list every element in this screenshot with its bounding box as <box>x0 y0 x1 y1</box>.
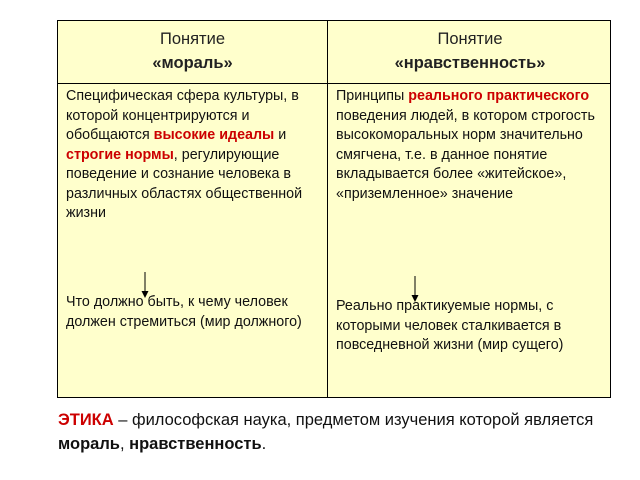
header-morality-line1: Понятие <box>159 30 226 48</box>
footer-period: . <box>261 435 267 453</box>
header-ethics-term: «нравственность» <box>394 54 546 72</box>
ethics-summary: Реально практикуемые нормы, с которыми человек сталкивается в повседневной жизни (мир сущего) <box>336 298 564 353</box>
morality-definition <box>66 87 324 224</box>
footer-term: ЭТИКА <box>58 411 114 429</box>
footer-word-morality: мораль <box>58 435 120 453</box>
header-divider <box>58 83 610 84</box>
header-ethics-line1: Понятие <box>437 30 503 48</box>
header-morality <box>58 27 327 83</box>
ethics-def-highlight: реального практического <box>408 88 590 104</box>
ethics-def-text-a: Принципы <box>336 88 409 104</box>
ethics-def-text-b: поведения людей, в котором строгость высокоморальных норм значительно смягчена, т.е. в данное понятие вкладывается более «житейское», «приземленное» значение <box>336 107 595 202</box>
header-morality-term: «мораль» <box>152 54 233 72</box>
morality-def-highlight-ideals: высокие идеалы <box>153 127 275 143</box>
header-ethics <box>328 27 612 83</box>
morality-summary: Что должно быть, к чему человек должен стремиться (мир должного) <box>66 294 302 330</box>
morality-def-highlight-norms: строгие нормы <box>66 146 174 163</box>
footer-word-ethics: нравственность <box>129 435 262 453</box>
footer-text: – философская наука, предметом изучения которой является <box>113 411 594 429</box>
morality-def-text-b: и <box>274 127 287 143</box>
morality-def-text-c: , регулирующие поведение и сознание человека в различных областях общественной жизни <box>66 146 303 221</box>
ethics-definition <box>336 87 608 204</box>
comparison-table <box>57 20 611 398</box>
morality-def-text-a: Специфическая сфера культуры, в которой концентрируются и обобщаются <box>66 88 299 143</box>
footer-comma: , <box>119 435 130 453</box>
ethics-definition-footer <box>58 408 628 456</box>
